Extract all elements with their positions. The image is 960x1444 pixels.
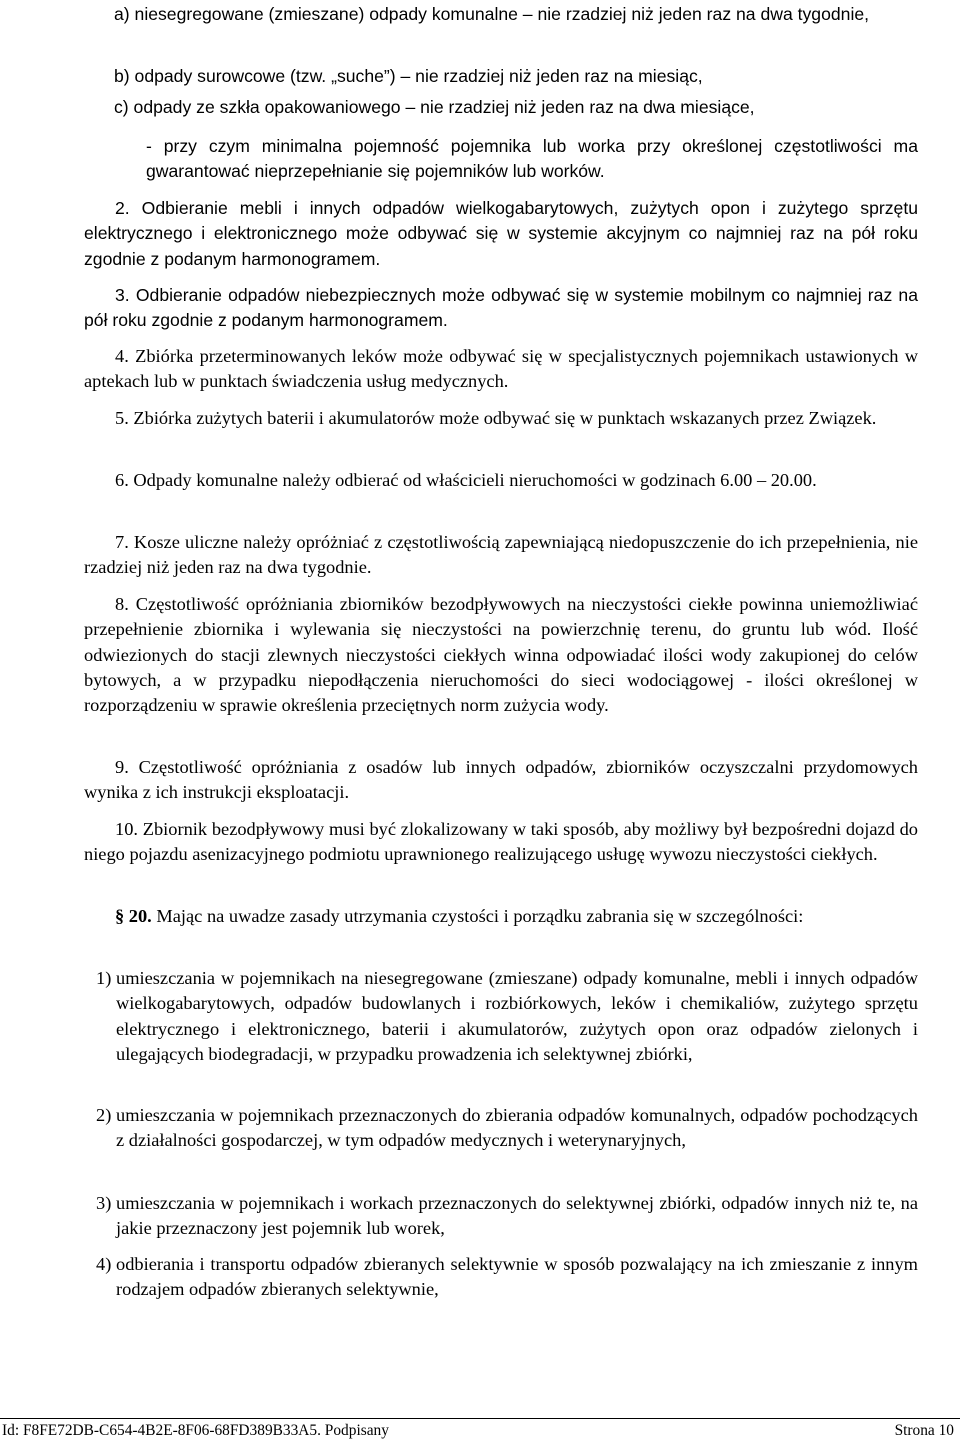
paragraph-5: 5. Zbiórka zużytych baterii i akumulatorów może odbywać się w punktach wskazanych przez Związek. <box>115 408 877 428</box>
paragraph-9: 9. Częstotliwość opróżniania z osadów lub innych odpadów, zbiorników oczyszczalni przydomowych wynika z ich instrukcji eksploatacji. <box>84 757 918 803</box>
section-20-text: Mając na uwadze zasady utrzymania czystości i porządku zabrania się w szczególności: <box>156 906 804 926</box>
list-item-text: umieszczania w pojemnikach i workach przeznaczonych do selektywnej zbiórki, odpadów innych niż te, na jakie przeznaczony jest pojemnik lub worek, <box>116 1193 918 1239</box>
note-paragraph: - przy czym minimalna pojemność pojemnika lub worka przy określonej częstotliwości ma gwarantować nieprzepełnianie się pojemników lub worków. <box>146 136 918 182</box>
item-a: a) niesegregowane (zmieszane) odpady komunalne – nie rzadziej niż jeden raz na dwa tygodnie, <box>114 4 870 24</box>
section-20 <box>84 904 918 929</box>
list-item-text: umieszczania w pojemnikach przeznaczonych do zbierania odpadów komunalnych, odpadów pochodzących z działalności gospodarczej, w tym odpadów medycznych i weterynaryjnych, <box>116 1105 918 1151</box>
footer-divider <box>0 1418 960 1419</box>
paragraph-2: 2. Odbieranie mebli i innych odpadów wielkogabarytowych, zużytych opon i zużytego sprzętu elektrycznego i elektronicznego może odbywać się w systemie akcyjnym co najmniej raz na pół roku zgodnie z podanym harmonogramem. <box>84 198 918 269</box>
paragraph-6: 6. Odpady komunalne należy odbierać od właścicieli nieruchomości w godzinach 6.00 – 20.00. <box>115 470 817 490</box>
paragraph-7: 7. Kosze uliczne należy opróżniać z częstotliwością zapewniającą niedopuszczenie do ich przepełnienia, nie rzadziej niż jeden raz na dwa tygodnie. <box>84 532 918 578</box>
footer-page-number: Strona 10 <box>894 1422 954 1439</box>
paragraph-3: 3. Odbieranie odpadów niebezpiecznych może odbywać się w systemie mobilnym co najmniej raz na pół roku zgodnie z podanym harmonogramem. <box>84 285 918 331</box>
paragraph-8: 8. Częstotliwość opróżniania zbiorników bezodpływowych na nieczystości ciekłe powinna uniemożliwiać przepełnienie zbiornika i wylewania się nieczystości na powierzchnię terenu, do gruntu lub wód. Ilość odwiezionych do stacji zlewnych nieczystości ciekłych winna odpowiadać ilości wody zakupionej do celów bytowych, a w przypadku niepodłączenia nieruchomości do sieci wodociągowej - ilości określonej w rozporządzeniu w sprawie określenia przeciętnych norm zużycia wody. <box>84 594 918 716</box>
list-item-number: 4) <box>96 1254 112 1274</box>
list-item-number: 2) <box>96 1105 112 1125</box>
footer-document-id: Id: F8FE72DB-C654-4B2E-8F06-68FD389B33A5. Podpisany <box>2 1422 389 1439</box>
paragraph-4: 4. Zbiórka przeterminowanych leków może odbywać się w specjalistycznych pojemnikach ustawionych w aptekach lub w punktach świadczenia usług medycznych. <box>84 346 918 392</box>
list-item-4 <box>96 1252 918 1303</box>
paragraph-10: 10. Zbiornik bezodpływowy musi być zlokalizowany w taki sposób, aby możliwy był bezpośredni dojazd do niego pojazdu asenizacyjnego podmiotu uprawnionego realizującego usługę wywozu nieczystości ciekłych. <box>84 819 918 865</box>
item-c: c) odpady ze szkła opakowaniowego – nie rzadziej niż jeden raz na dwa miesiące, <box>114 97 755 117</box>
list-item-2 <box>96 1103 918 1154</box>
list-item-3 <box>96 1191 918 1242</box>
list-item-text: odbierania i transportu odpadów zbieranych selektywnie w sposób pozwalający na ich zmieszanie z innym rodzajem odpadów zbieranych selektywnie, <box>116 1254 918 1300</box>
list-item-text: umieszczania w pojemnikach na niesegregowane (zmieszane) odpady komunalne, mebli i innych odpadów wielkogabarytowych, odpadów budowlanych i rozbiórkowych, leków i chemikaliów, zużytego sprzętu elektrycznego i elektronicznego, baterii i akumulatorów, zużytych opon oraz odpadów zielonych i ulegających biodegradacji, w przypadku prowadzenia ich selektywnej zbiórki, <box>116 968 918 1064</box>
item-b: b) odpady surowcowe (tzw. „suche”) – nie rzadziej niż jeden raz na miesiąc, <box>114 66 703 86</box>
list-item-number: 1) <box>96 968 112 988</box>
list-item-1 <box>96 966 918 1067</box>
section-20-label: § 20. <box>115 906 152 926</box>
list-item-number: 3) <box>96 1193 112 1213</box>
